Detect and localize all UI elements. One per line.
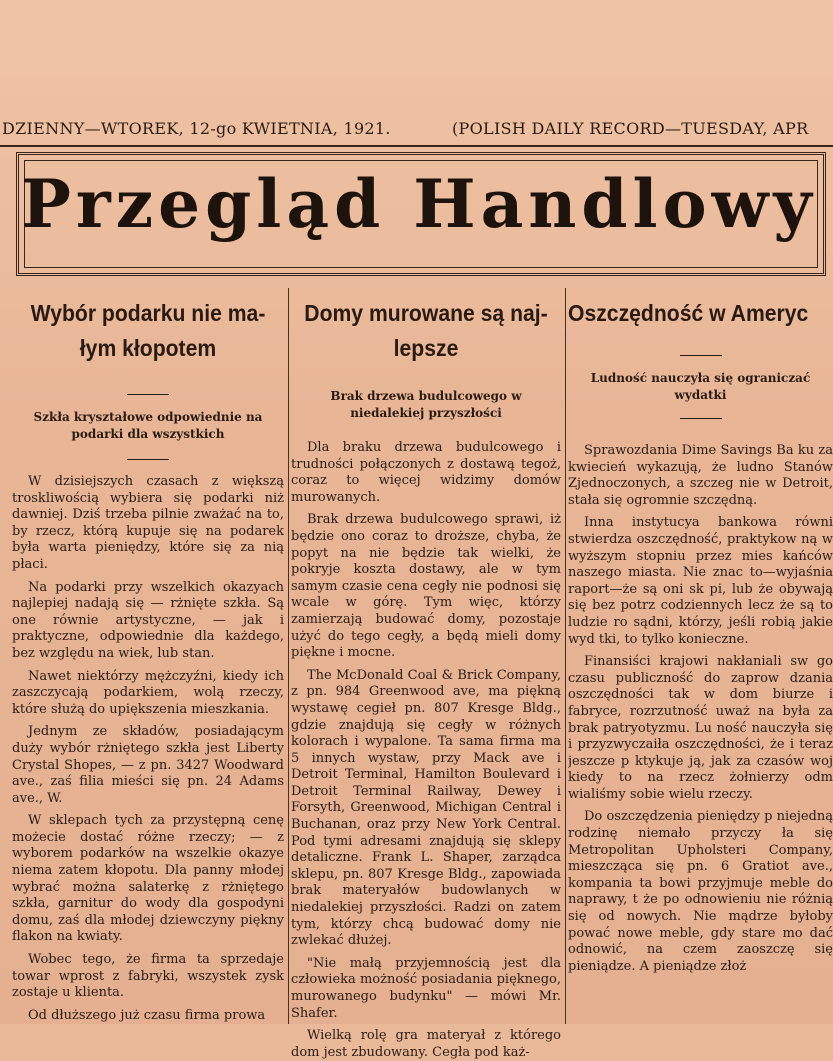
paragraph: Dla braku drzewa budulcowego i trudności połączonych z dostawą tegoż, coraz to więcej widzimy domów murowanych. [291, 440, 561, 505]
running-head-date: DZIENNY—WTOREK, 12-go KWIETNIA, 1921. [2, 119, 391, 138]
article-subhead: Ludność nauczyła się ograniczać wydatki [590, 371, 811, 402]
article-brick-houses [291, 292, 561, 1061]
column-divider [288, 288, 289, 1024]
article-subhead: Brak drzewa budulcowego w niedalekiej przyszłości [330, 389, 522, 420]
article-headline [568, 296, 812, 331]
masthead-frame [16, 152, 826, 276]
article-subhead: Szkła kryształowe odpowiednie na podarki dla wszystkich [33, 410, 263, 441]
paragraph: Brak drzewa budulcowego sprawi, iż będzie ono coraz to droższe, chyba, że popyt na nie będzie tak wielki, że pokryje koszta dostawy, ale w tym samym czasie cena cegły nie podnosi się wcale w górę. Tym więc, którzy zamierzają budować domy, pozostaje użyć do tego cegły, a będą mieli domy piękne i mocne. [291, 512, 561, 661]
article-headline [302, 296, 550, 366]
paragraph: "Nie małą przyjemnością jest dla człowieka możność posiadania pięknego, murowanego budynku" — mówi Mr. Shafer. [291, 955, 561, 1021]
running-head [0, 117, 833, 143]
paragraph: W sklepach tych za przystępną cenę możecie dostać różne rzeczy; — z wyborem podarków na wszelkie okazye niema zatem kłopotu. Dla panny młodej wybrać można salaterkę z rżniętego szkła, garnitur do wody dla gospodyni domu, zaś dla młodej dziewczyny piękny flakon na kwiaty. [12, 813, 284, 945]
paragraph: Finansiści krajowi nakłaniali sw go czasu publiczność do zaprow dzania oszczędności tak w dom biurze i fabryce, rozrzutność uważ na była za brak patryotyzmu. Lu ność nauczyła się i przyzwyczaiła oszczędności, że i teraz jeszcze p ktykuje ją, jak za czasów woj kiedy to na rzecz żołnierzy odm wialiśmy sobie wielu rzeczy. [568, 654, 833, 802]
paragraph: Wobec tego, że firma ta sprzedaje towar wprost z fabryki, wszystek zysk zostaje u klienta. [12, 952, 284, 1001]
article-american-savings [568, 292, 833, 975]
paragraph: Jednym ze składów, posiadającym duży wybór rżniętego szkła jest Liberty Crystal Shopes, — z pn. 3427 Woodward ave., zaś filia mieści się pn. 24 Adams ave., W. [12, 724, 284, 806]
section-title: Przegląd Handlowy [21, 165, 817, 243]
headline-line: lepsze [393, 335, 459, 361]
headline-line: łym kłopotem [79, 335, 217, 361]
column-divider [565, 288, 566, 1024]
paragraph: Na podarki przy wszelkich okazyach najlepiej nadają się — rżnięte szkła. Są one równie artystyczne, — jak i praktyczne, odpowiednie dla każdego, bez względu na wiek, lub stan. [12, 579, 284, 661]
paragraph: Wielką rolę gra materyał z którego dom jest zbudowany. Cegła pod każ- [291, 1028, 561, 1060]
paragraph: Do oszczędzenia pieniędzy p niejedną rodzinę niemało przyczy ła się Metropolitan Upholsteri Company, mieszcząca się pn. 6 Gratiot ave., kompania ta bowi przyjmuje meble do naprawy, t że po odnowieniu nie różnią się od nowych. Nie mądrze byłoby pować nowe meble, gdy stare mo dać odnowić, na czem zaoszczę się pieniądze. A pieniądze złoż [568, 809, 833, 974]
headline-line: Oszczędność w Ameryc [568, 300, 809, 326]
paragraph: The McDonald Coal & Brick Company, z pn. 984 Greenwood ave, ma piękną wystawę cegieł pn. 807 Kresge Bldg., gdzie znajdują się cegły w różnych kolorach i wypalone. Ta sama firma ma 5 innych wystaw, przy Mack ave i Detroit Terminal, Hamilton Boulevard i Detroit Terminal Railway, Dewey i Forsyth, Greenwood, Michigan Central i Buchanan, oraz przy New York Central. Pod tymi adresami znajdują się sklepy detaliczne. Frank L. Shaper, zarządca sklepu, pn. 807 Kresge Bldg., zapowiada brak materyałów budowlanych w niedalekiej przyszłości. Radzi on zatem tym, którzy chcą budować domy nie zwlekać dłużej. [291, 667, 561, 949]
paragraph: W dzisiejszych czasach z większą troskliwością wybiera się podarki niż dawniej. Dziś trzeba pilnie zważać na to, by rzecz, którą kupuje się na podarek była warta pieniędzy, które się za nią płaci. [12, 474, 284, 572]
headline-line: Wybór podarku nie ma- [30, 300, 266, 326]
paragraph: Nawet niektórzy mężczyźni, kiedy ich zaszczycają podarkiem, wolą rzeczy, które służą do upiększenia mieszkania. [12, 668, 284, 717]
headline-line: Domy murowane są naj- [304, 300, 548, 326]
article-gift-shopping [12, 292, 284, 1024]
article-headline [23, 296, 273, 366]
paragraph: Inna instytucya bankowa równi stwierdza oszczędność, praktykow ną w wyższym stopniu przez mies kańców naszego miasta. Nie znac to—wyjaśnia raport—że są oni sk pi, lub że obywają się bez potrz codziennych lecz że są to ludzie ro sądni, którzy, jeśli robią jakie wyd tki, to tylko konieczne. [568, 515, 833, 647]
paragraph: Sprawozdania Dime Savings Ba ku za kwiecień wykazują, że ludno Stanów Zjednoczonych, a szczeg nie w Detroit, stała się ogromnie szczędną. [568, 443, 833, 508]
running-head-english: (POLISH DAILY RECORD—TUESDAY, APR [452, 119, 809, 138]
paragraph: Od dłuższego już czasu firma prowa [28, 1007, 266, 1023]
header-rule [0, 145, 833, 147]
